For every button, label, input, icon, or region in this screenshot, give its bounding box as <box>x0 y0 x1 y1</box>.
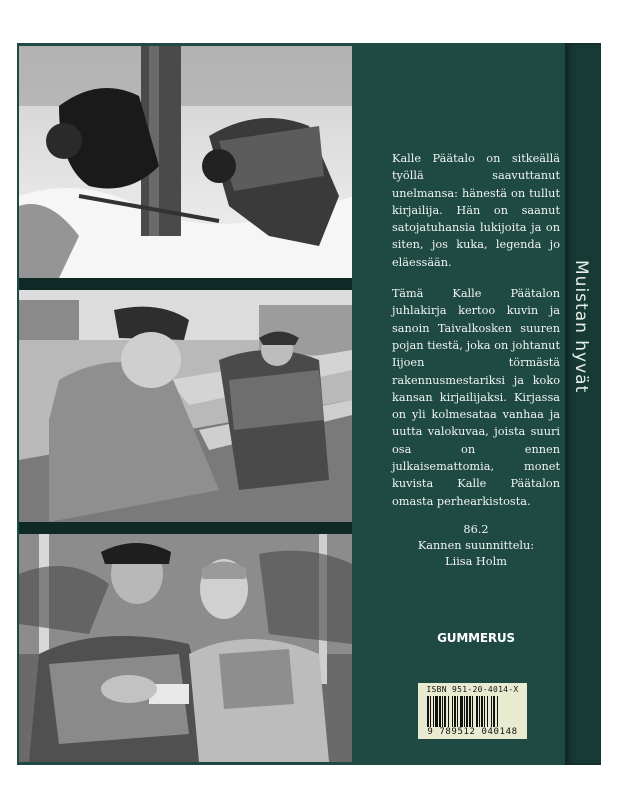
barcode-bar <box>484 696 485 727</box>
barcode-bar <box>466 696 468 727</box>
blurb-paragraph-2: Tämä Kalle Päätalon juhlakirja kertoo kuvin ja sanoin Taivalkosken suuren pojan tiestä, joka on johtanut Iijoen törmästä rakennusmestariksi ja koko kansan kirjailijaksi. Kirjassa on yli kolmesataa vanhaa ja uutta valokuvaa, joista suuri osa on ennen julkaisemattomia, monet kuvista Kalle Päätalon omasta perhearkistosta. <box>392 287 560 508</box>
barcode-bar <box>430 696 431 727</box>
barcode-bar <box>427 696 429 727</box>
classification-code: 86.2 <box>463 523 489 536</box>
photo-snow-work <box>19 46 352 278</box>
barcode-bar <box>452 696 453 727</box>
barcode-bar <box>448 696 449 727</box>
publisher-logo: GUMMERUS <box>437 631 515 645</box>
barcode-bar <box>487 696 488 727</box>
barcode-bar <box>481 696 483 727</box>
blurb <box>392 150 560 524</box>
photo-two-men-outdoors <box>19 534 352 762</box>
barcode-bar <box>444 696 446 727</box>
barcode-bar <box>479 696 480 727</box>
barcode-bar <box>497 696 498 727</box>
isbn-text: ISBN 951-20-4014-X <box>426 685 519 694</box>
barcode-bar <box>493 696 495 727</box>
barcode-bar <box>435 696 438 727</box>
barcode-bar <box>476 696 478 727</box>
credit-label: Kannen suunnittelu: <box>417 539 535 552</box>
spine-title <box>573 260 593 460</box>
isbn-barcode <box>418 683 527 739</box>
barcode-bar <box>460 696 463 727</box>
photo-column <box>19 46 352 762</box>
barcode-bar <box>439 696 441 727</box>
barcode-bars <box>427 696 523 727</box>
barcode-bar <box>454 696 456 727</box>
spine-title-text: Muistan hyvät <box>571 260 591 394</box>
credit-name: Liisa Holm <box>445 555 507 568</box>
barcode-bar <box>469 696 471 727</box>
barcode-bar <box>491 696 492 727</box>
barcode-bar <box>472 696 473 727</box>
photo-construction-site <box>19 290 352 522</box>
barcode-bar <box>457 696 458 727</box>
barcode-number: 9 789512 040148 <box>427 727 518 737</box>
blurb-paragraph-1: Kalle Päätalo on sitkeällä työllä saavuttanut unelmansa: hänestä on tullut kirjailija. Hän on saanut satojatuhansia lukijoita ja on siten, jos kuka, legenda jo eläessään. <box>392 152 560 269</box>
design-credit <box>392 522 560 570</box>
barcode-bar <box>464 696 465 727</box>
barcode-bar <box>433 696 434 727</box>
barcode-bar <box>442 696 443 727</box>
